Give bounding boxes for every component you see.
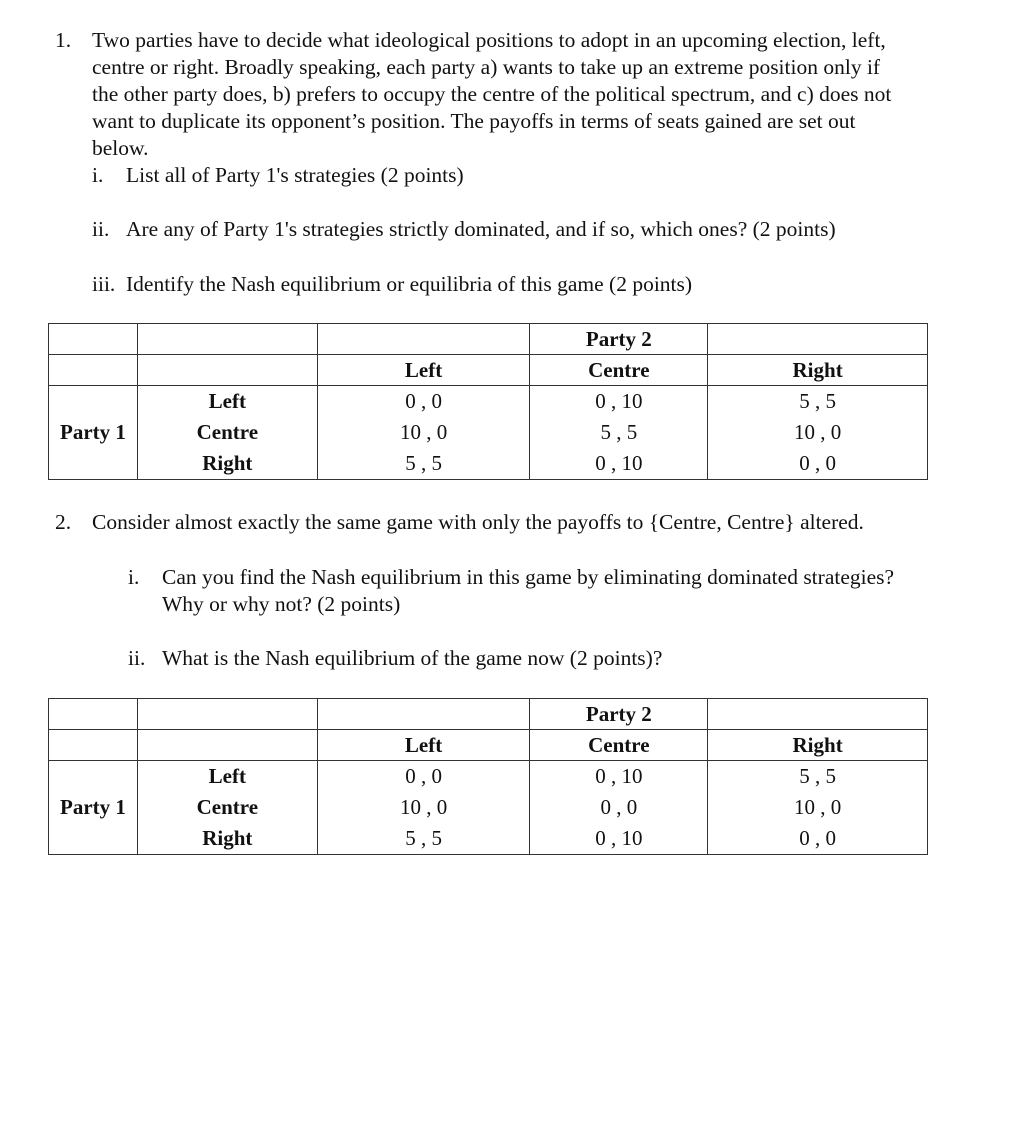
payoff-table-2 bbox=[48, 698, 928, 855]
row-header-right: Right bbox=[202, 451, 253, 475]
q1-line: Two parties have to decide what ideological positions to adopt in an upcoming election, left, bbox=[92, 28, 886, 52]
q2-part-i-text bbox=[162, 564, 1002, 618]
table-blank bbox=[137, 355, 317, 386]
payoff-cell: 0 , 10 bbox=[595, 389, 643, 413]
payoff-cell: 0 , 10 bbox=[595, 451, 643, 475]
column-header-centre: Centre bbox=[530, 730, 708, 761]
q1-part-iii-text: Identify the Nash equilibrium or equilibria of this game (2 points) bbox=[126, 272, 693, 296]
payoff-cell: 0 , 0 bbox=[799, 451, 836, 475]
payoff-cell: 10 , 0 bbox=[793, 795, 842, 819]
q2-number: 2. bbox=[55, 510, 72, 534]
table-blank bbox=[708, 324, 928, 355]
payoff-column-left bbox=[317, 761, 530, 855]
table-corner bbox=[137, 699, 317, 730]
payoff-column-centre bbox=[530, 386, 708, 480]
q2-part-i-number: i. bbox=[128, 565, 140, 589]
row-header-centre: Centre bbox=[196, 795, 259, 819]
q1-part-iii-number: iii. bbox=[92, 272, 116, 296]
q2-part-i-line: Why or why not? (2 points) bbox=[162, 592, 401, 616]
q2-text: Consider almost exactly the same game with only the payoffs to {Centre, Centre} altered. bbox=[92, 510, 864, 534]
column-player-label: Party 2 bbox=[530, 699, 708, 730]
payoff-cell: 10 , 0 bbox=[793, 420, 842, 444]
q1-line: the other party does, b) prefers to occupy the centre of the political spectrum, and c) does not bbox=[92, 82, 892, 106]
q2-part-ii-text: What is the Nash equilibrium of the game now (2 points)? bbox=[162, 646, 663, 670]
q1-part-i-number: i. bbox=[92, 163, 104, 187]
row-headers bbox=[137, 761, 317, 855]
column-header-right: Right bbox=[708, 355, 928, 386]
payoff-column-centre bbox=[530, 761, 708, 855]
q1-line: below. bbox=[92, 136, 149, 160]
table-blank bbox=[137, 730, 317, 761]
payoff-table-1 bbox=[48, 323, 928, 480]
q1-part-ii-text: Are any of Party 1's strategies strictly dominated, and if so, which ones? (2 points) bbox=[126, 217, 836, 241]
payoff-cell: 10 , 0 bbox=[399, 795, 448, 819]
q1-text bbox=[92, 27, 992, 162]
payoff-cell: 0 , 0 bbox=[600, 795, 638, 819]
table-blank bbox=[708, 699, 928, 730]
q1-number: 1. bbox=[55, 28, 72, 52]
table-blank bbox=[317, 699, 530, 730]
q1-part-i-text: List all of Party 1's strategies (2 points) bbox=[126, 163, 464, 187]
q1-line: centre or right. Broadly speaking, each party a) wants to take up an extreme position only if bbox=[92, 55, 881, 79]
row-player-label: Party 1 bbox=[49, 386, 138, 480]
q1-line: want to duplicate its opponent’s position. The payoffs in terms of seats gained are set out bbox=[92, 109, 856, 133]
payoff-cell: 0 , 0 bbox=[799, 826, 836, 850]
payoff-cell: 0 , 0 bbox=[405, 389, 442, 413]
table-corner bbox=[49, 324, 138, 355]
table-blank bbox=[317, 324, 530, 355]
payoff-cell: 10 , 0 bbox=[399, 420, 448, 444]
payoff-column-right bbox=[708, 386, 928, 480]
table-corner bbox=[137, 324, 317, 355]
payoff-column-left bbox=[317, 386, 530, 480]
table-blank bbox=[49, 355, 138, 386]
row-header-left: Left bbox=[208, 389, 246, 413]
row-header-right: Right bbox=[202, 826, 253, 850]
payoff-cell: 5 , 5 bbox=[799, 389, 836, 413]
payoff-cell: 5 , 5 bbox=[799, 764, 836, 788]
column-player-label: Party 2 bbox=[530, 324, 708, 355]
payoff-cell: 5 , 5 bbox=[600, 420, 638, 444]
payoff-cell: 5 , 5 bbox=[405, 451, 442, 475]
q1-part-ii-number: ii. bbox=[92, 217, 110, 241]
q2-part-ii-number: ii. bbox=[128, 646, 146, 670]
payoff-cell: 5 , 5 bbox=[405, 826, 442, 850]
row-header-centre: Centre bbox=[196, 420, 259, 444]
column-header-right: Right bbox=[708, 730, 928, 761]
column-header-left: Left bbox=[317, 730, 530, 761]
q2-part-i-line: Can you find the Nash equilibrium in this game by eliminating dominated strategies? bbox=[162, 565, 895, 589]
table-corner bbox=[49, 699, 138, 730]
column-header-left: Left bbox=[317, 355, 530, 386]
row-header-left: Left bbox=[208, 764, 246, 788]
payoff-cell: 0 , 10 bbox=[595, 764, 643, 788]
column-header-centre: Centre bbox=[530, 355, 708, 386]
payoff-cell: 0 , 0 bbox=[405, 764, 442, 788]
row-headers bbox=[137, 386, 317, 480]
payoff-cell: 0 , 10 bbox=[595, 826, 643, 850]
table-blank bbox=[49, 730, 138, 761]
row-player-label: Party 1 bbox=[49, 761, 138, 855]
payoff-column-right bbox=[708, 761, 928, 855]
